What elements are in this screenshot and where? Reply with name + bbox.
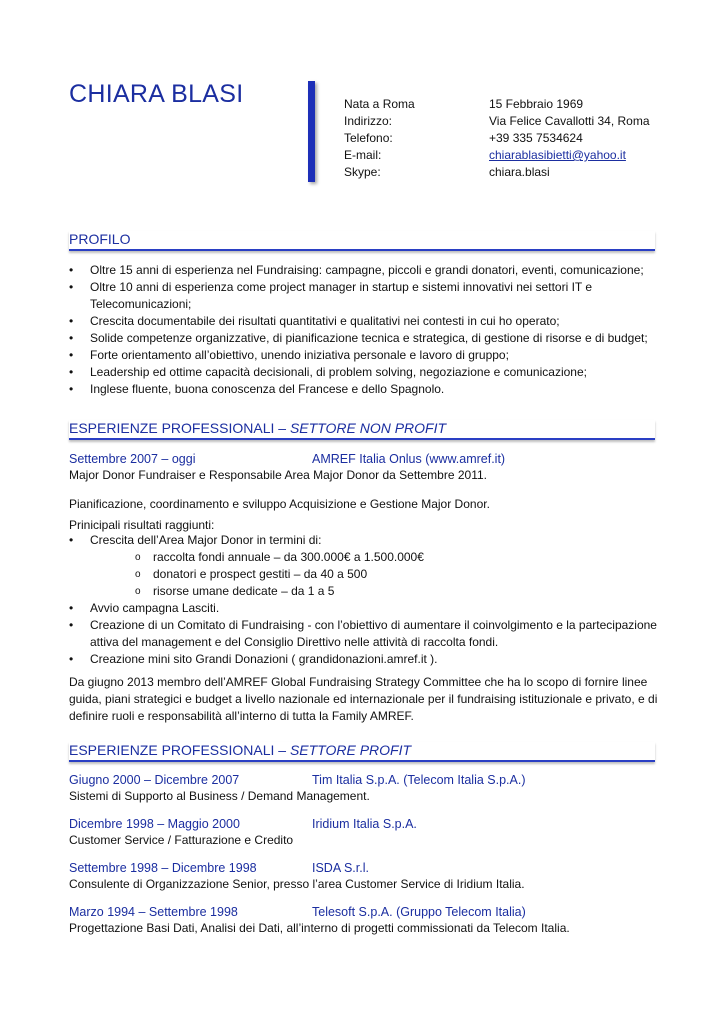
profile-list (69, 262, 669, 398)
section-title-text: PROFILO (69, 231, 131, 247)
list-item: • Crescita documentabile dei risultati quantitativi e qualitativi nei contesti in cui ho operato; (69, 313, 669, 330)
job-date: Settembre 2007 – oggi (69, 452, 196, 466)
job-description: Customer Service / Fatturazione e Credito (69, 833, 294, 847)
section-title-nonprofit (69, 420, 655, 440)
job-header (69, 773, 526, 787)
committee-paragraph: Da giugno 2013 membro dell’AMREF Global Fundraising Strategy Committee che ha lo scopo di fornire linee guida, piani strategici e budget a livello nazionale ed internazionale per il fundraising istituzionale e privato, e di definire ruoli e responsabilità all’interno di tutta la Family AMREF. (69, 675, 658, 723)
contact-row-address (344, 113, 650, 130)
job-role: Major Donor Fundraiser e Responsabile Area Major Donor da Settembre 2011. (69, 468, 487, 482)
job-description: Sistemi di Supporto al Business / Demand Management. (69, 789, 370, 803)
contact-label: Telefono: (344, 131, 393, 145)
list-item: • Leadership ed ottime capacità decisionali, di problem solving, negoziazione e comunicazione; (69, 364, 669, 381)
job-header (69, 817, 417, 831)
section-title-text: ESPERIENZE PROFESSIONALI – (69, 420, 290, 436)
contact-row-phone (344, 130, 650, 147)
results-label: Prinicipali risultati raggiunti: (69, 518, 215, 532)
list-item: • Creazione mini sito Grandi Donazioni ( grandidonazioni.amref.it ). (69, 651, 669, 668)
job-company: Iridium Italia S.p.A. (312, 817, 417, 831)
section-title-italic: SETTORE PROFIT (289, 742, 412, 758)
contact-row-email (344, 147, 650, 164)
candidate-name: CHIARA BLASI (69, 80, 244, 108)
header-divider (308, 81, 315, 182)
job-header (69, 905, 526, 919)
list-item: • Solide competenze organizzative, di pianificazione tecnica e strategica, di gestione di risorse e di budget; (69, 330, 669, 347)
job-description: Progettazione Basi Dati, Analisi dei Dati, all’interno di progetti commissionati da Telecom Italia. (69, 921, 570, 935)
section-title-text: ESPERIENZE PROFESSIONALI – (69, 742, 290, 758)
list-item: • Forte orientamento all’obiettivo, unendo iniziativa personale e lavoro di gruppo; (69, 347, 669, 364)
contact-row-skype (344, 164, 650, 181)
job-date: Settembre 1998 – Dicembre 1998 (69, 861, 257, 875)
contact-label: Indirizzo: (344, 114, 393, 128)
job-header (69, 861, 369, 875)
job-company: Tim Italia S.p.A. (Telecom Italia S.p.A.) (312, 773, 526, 787)
job-date: Giugno 2000 – Dicembre 2007 (69, 773, 240, 787)
job-company: ISDA S.r.l. (312, 861, 369, 875)
job-company: AMREF Italia Onlus (www.amref.it) (312, 452, 506, 466)
sub-list-item: o risorse umane dedicate – da 1 a 5 (135, 583, 669, 600)
job-description: Consulente di Organizzazione Senior, presso l’area Customer Service di Iridium Italia. (69, 877, 525, 891)
contact-label: E-mail: (344, 148, 382, 162)
list-item: • Oltre 15 anni di esperienza nel Fundraising: campagne, piccoli e grandi donatori, eventi, comunicazione; (69, 262, 669, 279)
contact-row-birth (344, 96, 650, 113)
section-title-italic: SETTORE NON PROFIT (289, 420, 447, 436)
list-item: • Inglese fluente, buona conoscenza del Francese e dello Spagnolo. (69, 381, 669, 398)
list-item: • Avvio campagna Lasciti. (69, 600, 669, 617)
results-list (69, 532, 669, 668)
section-title-profit (69, 742, 655, 762)
job-date: Marzo 1994 – Settembre 1998 (69, 905, 238, 919)
job-date: Dicembre 1998 – Maggio 2000 (69, 817, 240, 831)
sub-list-item: o raccolta fondi annuale – da 300.000€ a 1.500.000€ (135, 549, 669, 566)
job-header-amref (69, 452, 505, 466)
sub-list-item: o donatori e prospect gestiti – da 40 a 500 (135, 566, 669, 583)
list-item: • Creazione di un Comitato di Fundraising - con l’obiettivo di aumentare il coinvolgimento e la partecipazione attiva del management e del Consiglio Direttivo nelle attività di raccolta fondi. (69, 617, 669, 651)
section-title-profilo (69, 231, 655, 251)
sub-list (90, 549, 669, 600)
job-company: Telesoft S.p.A. (Gruppo Telecom Italia) (312, 905, 526, 919)
list-item (69, 532, 669, 600)
email-link[interactable]: chiarablasibietti@yahoo.it (489, 148, 626, 162)
contact-value: Via Felice Cavallotti 34, Roma (489, 114, 650, 128)
list-item: • Oltre 10 anni di esperienza come project manager in startup e sistemi innovativi nei settori IT e Telecomunicazioni; (69, 279, 669, 313)
contact-label: Nata a Roma (344, 97, 415, 111)
contact-value: +39 335 7534624 (489, 131, 583, 145)
contact-value: chiara.blasi (489, 165, 550, 179)
job-description: Pianificazione, coordinamento e sviluppo Acquisizione e Gestione Major Donor. (69, 497, 490, 511)
result-text: Crescita dell’Area Major Donor in termini di: (90, 533, 322, 547)
contact-block (344, 96, 650, 181)
contact-label: Skype: (344, 165, 381, 179)
contact-value: 15 Febbraio 1969 (489, 97, 584, 111)
